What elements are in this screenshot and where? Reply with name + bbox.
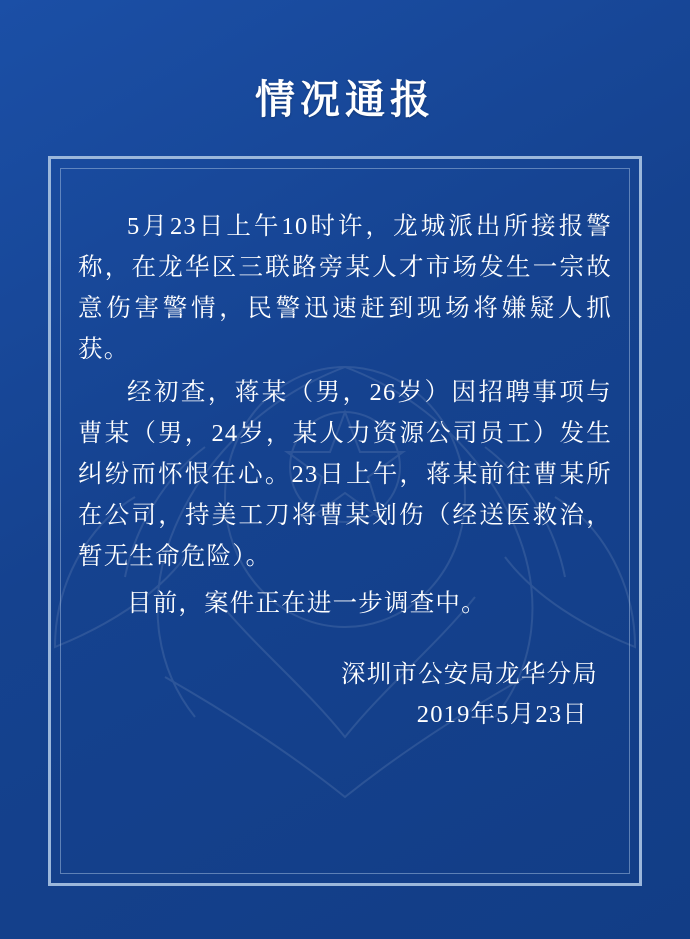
signature-block: [178, 655, 598, 735]
paragraph-3: 目前，案件正在进一步调查中。: [127, 590, 487, 617]
announcement-body: [78, 206, 612, 626]
paragraph-1: 5月23日上午10时许，龙城派出所接报警称，在龙华区三联路旁某人才市场发生一宗故意伤害警情，民警迅速赶到现场将嫌疑人抓获。: [78, 213, 612, 363]
signature-issuer: 深圳市公安局龙华分局: [341, 661, 598, 688]
page-title: 情况通报: [255, 77, 435, 122]
signature-date: 2019年5月23日: [416, 701, 588, 728]
paragraph-2: 经初查，蒋某（男，26岁）因招聘事项与曹某（男，24岁，某人力资源公司员工）发生纠纷而怀恨在心。23日上午，蒋某前往曹某所在公司，持美工刀将曹某划伤（经送医救治，暂无生命危险）。: [78, 379, 612, 570]
